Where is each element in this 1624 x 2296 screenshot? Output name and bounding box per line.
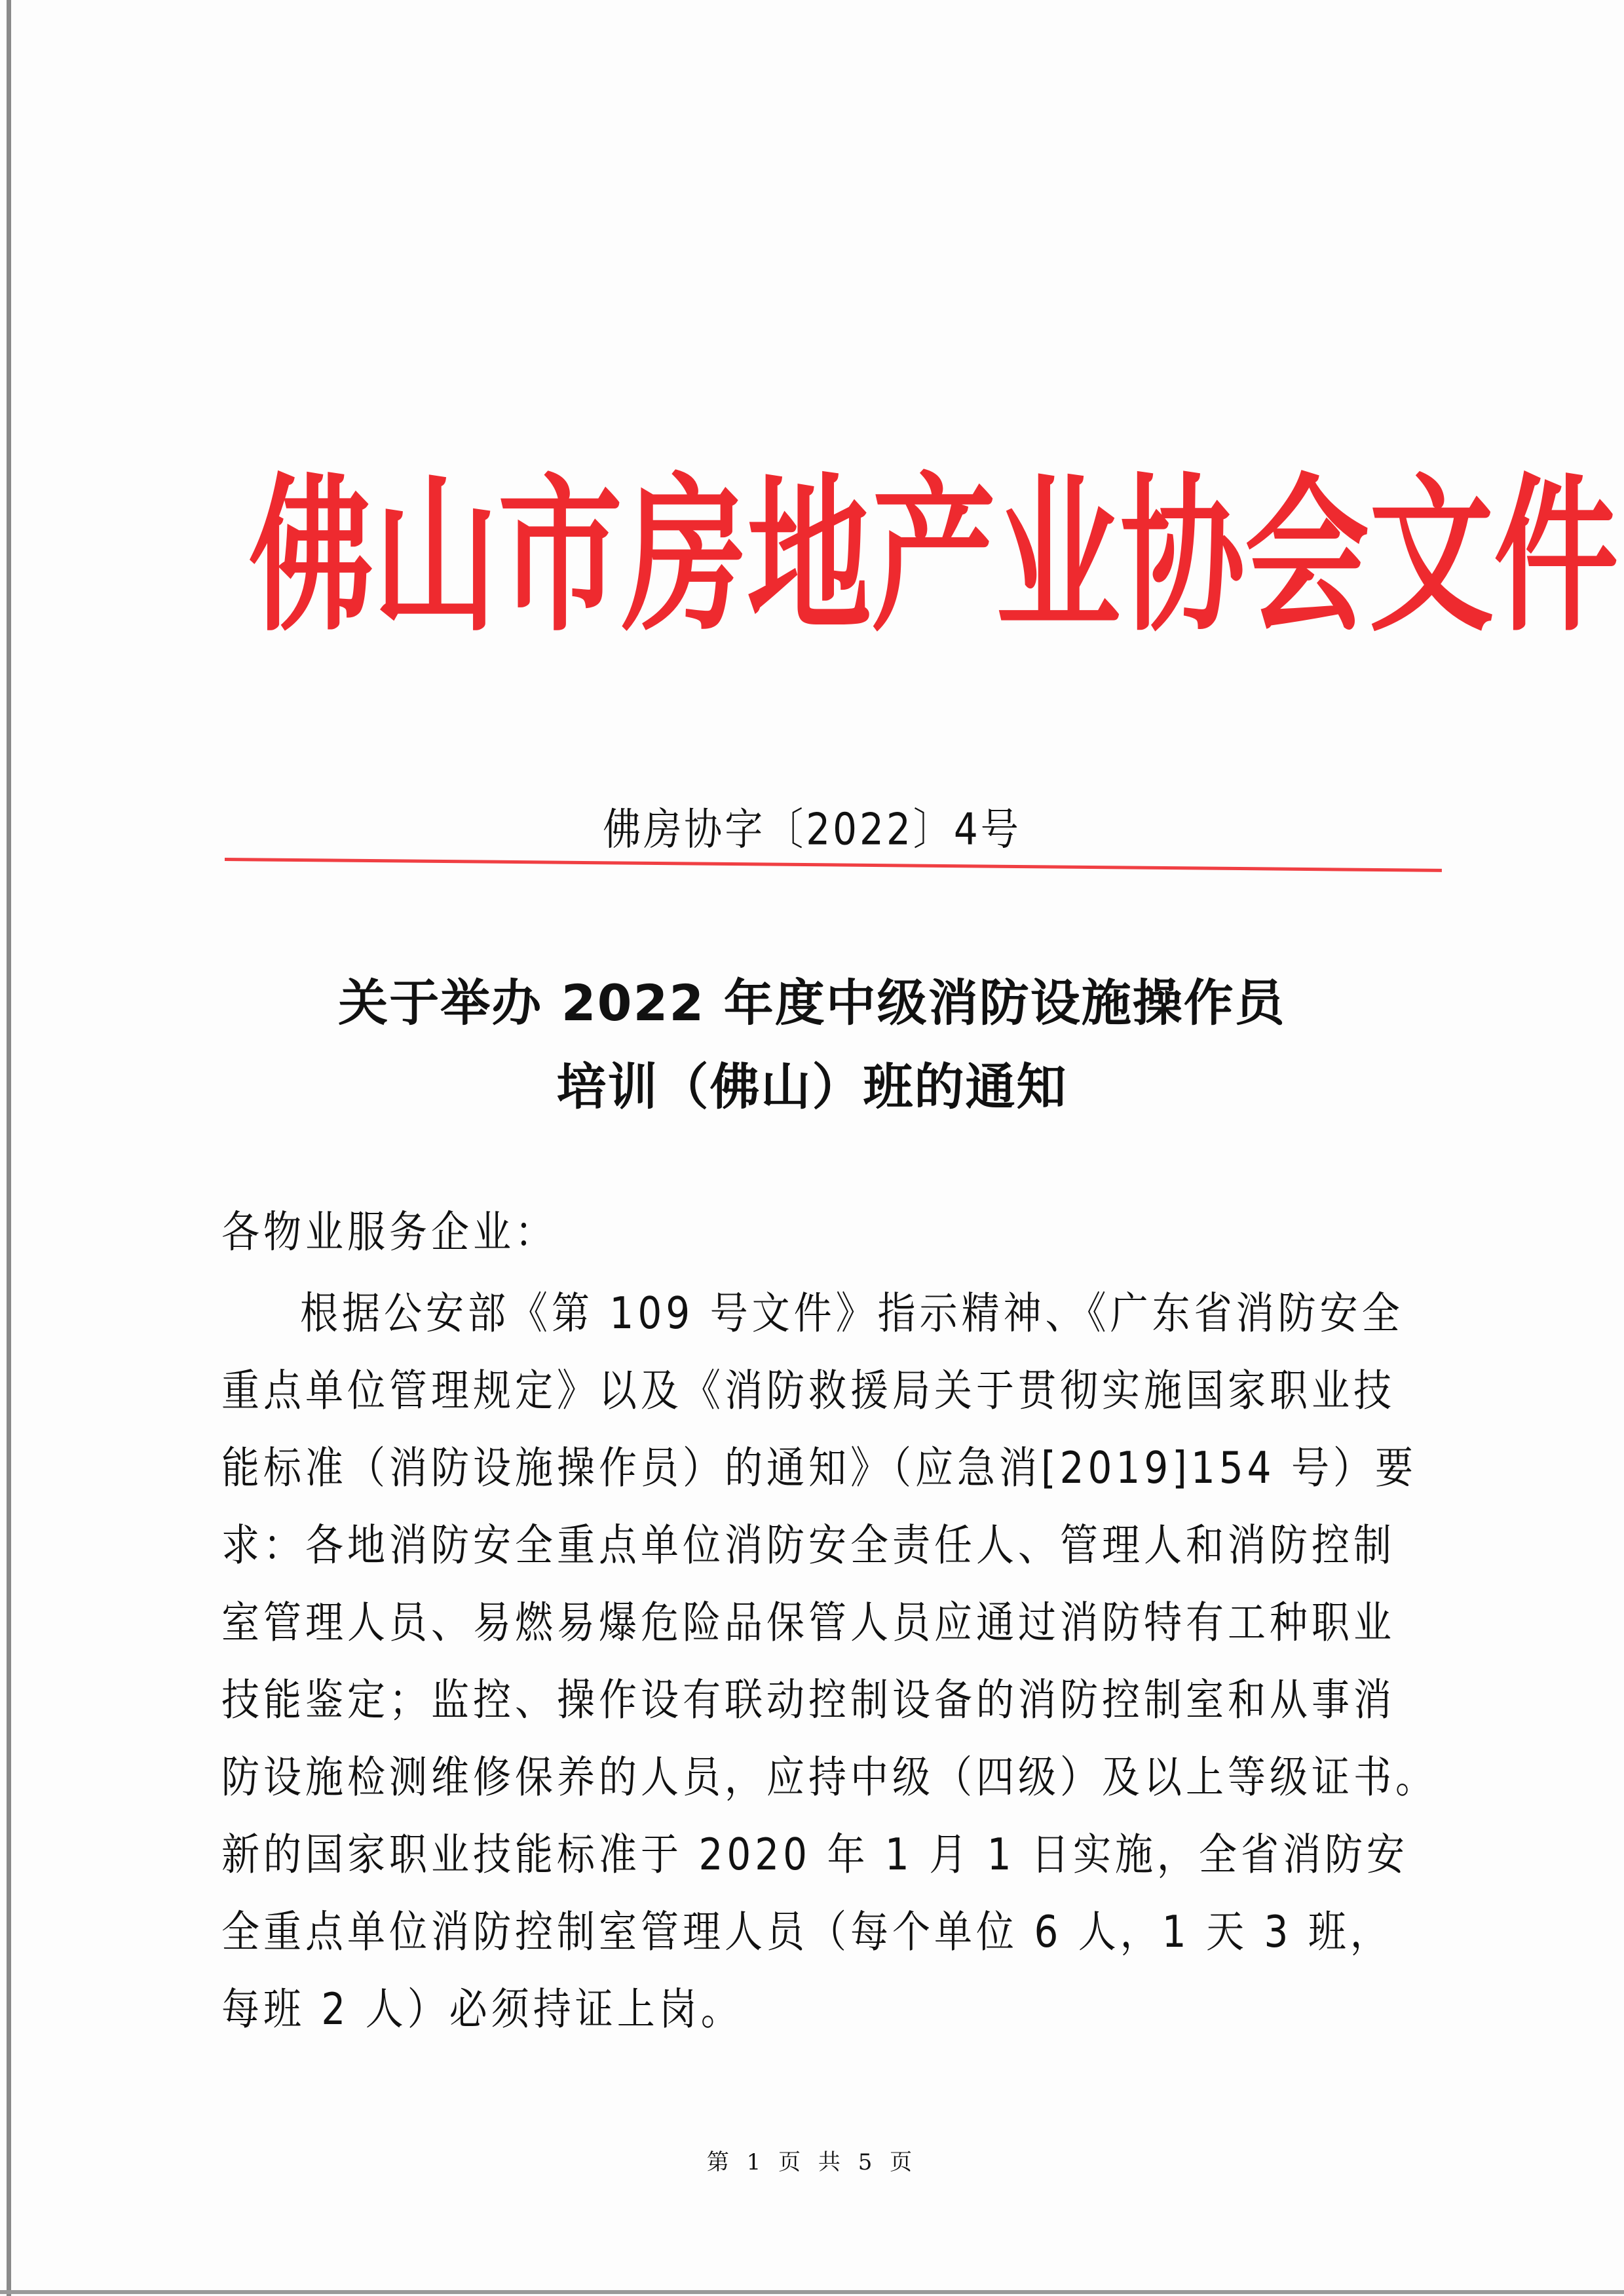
paragraph-line: 全重点单位消防控制室管理人员（每个单位 6 人，1 天 3 班， bbox=[221, 1905, 1392, 1958]
paragraph-line: 新的国家职业技能标准于 2020 年 1 月 1 日实施，全省消防安 bbox=[221, 1828, 1409, 1881]
masthead-char: 件 bbox=[1494, 459, 1619, 655]
salutation: 各物业服务企业： bbox=[221, 1206, 557, 1258]
paragraph-line: 每班 2 人）必须持证上岗。 bbox=[221, 1983, 743, 2035]
scan-border-bottom bbox=[0, 2290, 1624, 2294]
document-number: 佛房协字〔2022〕4号 bbox=[603, 803, 1021, 855]
masthead-char: 产 bbox=[871, 459, 996, 655]
masthead-char: 山 bbox=[373, 459, 499, 655]
paragraph-line: 室管理人员、易燃易爆危险品保管人员应通过消防特有工种职业 bbox=[221, 1596, 1396, 1649]
masthead-char: 地 bbox=[747, 459, 872, 655]
masthead-char: 会 bbox=[1245, 459, 1370, 655]
paragraph-line: 根据公安部《第 109 号文件》指示精神、《广东省消防安全 bbox=[300, 1287, 1404, 1339]
masthead-char: 市 bbox=[498, 459, 623, 655]
masthead-char: 房 bbox=[622, 459, 747, 655]
red-separator-line bbox=[225, 858, 1442, 872]
paragraph-line: 能标准（消防设施操作员）的通知》（应急消[2019]154 号）要 bbox=[221, 1442, 1418, 1494]
masthead-char: 协 bbox=[1120, 459, 1245, 655]
paragraph-line: 技能鉴定；监控、操作设有联动控制设备的消防控制室和从事消 bbox=[221, 1674, 1396, 1726]
paragraph-line: 求：各地消防安全重点单位消防安全责任人、管理人和消防控制 bbox=[221, 1519, 1396, 1571]
masthead-char: 文 bbox=[1369, 459, 1494, 655]
notice-title-line-1: 关于举办 2022 年度中级消防设施操作员 bbox=[338, 974, 1286, 1032]
paragraph-line: 防设施检测维修保养的人员，应持中级（四级）及以上等级证书。 bbox=[221, 1751, 1438, 1803]
masthead-title bbox=[249, 442, 1619, 672]
masthead-char: 佛 bbox=[249, 459, 374, 655]
scan-border-left bbox=[7, 0, 11, 2296]
masthead-char: 业 bbox=[996, 459, 1121, 655]
notice-title-line-2: 培训（佛山）班的通知 bbox=[556, 1058, 1068, 1116]
paragraph-line: 重点单位管理规定》以及《消防救援局关于贯彻实施国家职业技 bbox=[221, 1364, 1396, 1417]
page-number-footer: 第 1 页 共 5 页 bbox=[706, 2149, 918, 2175]
